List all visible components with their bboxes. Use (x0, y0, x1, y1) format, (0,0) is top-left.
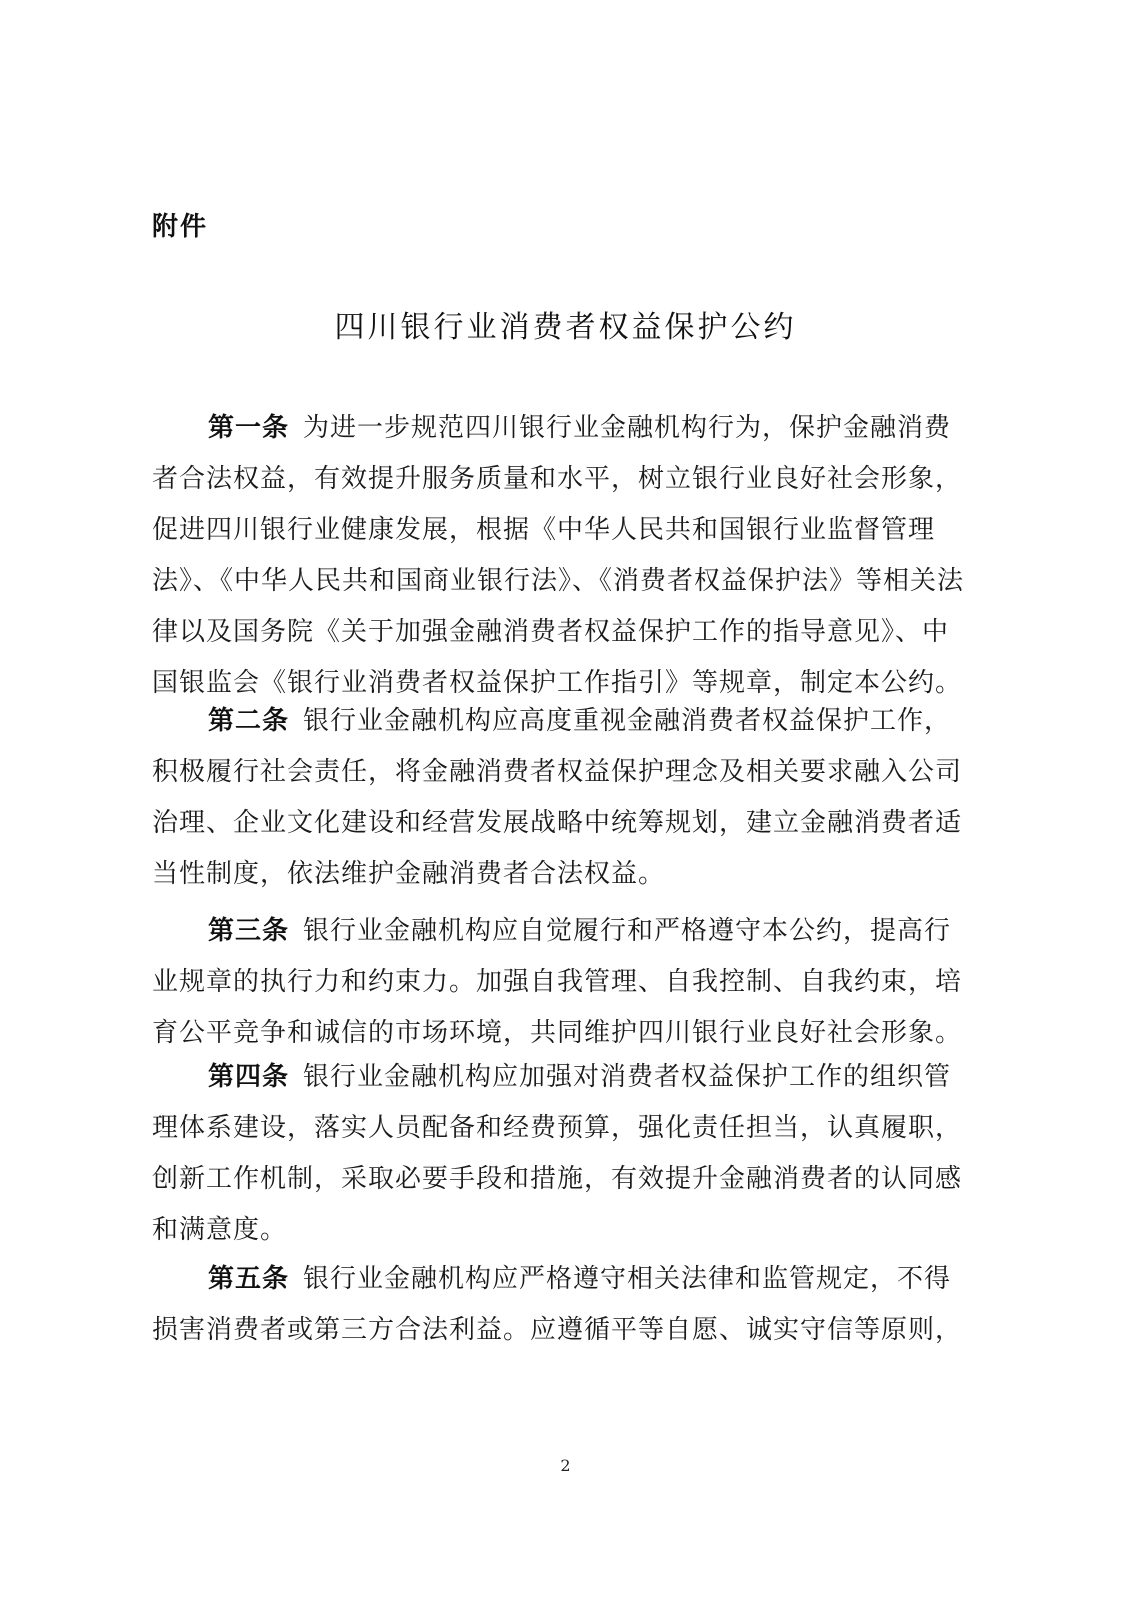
page-number: 2 (560, 1456, 571, 1475)
article-first-line (208, 413, 951, 443)
article-line: 当性制度，依法维护金融消费者合法权益。 (152, 859, 666, 889)
article-line: 创新工作机制，采取必要手段和措施，有效提升金融消费者的认同感 (152, 1164, 963, 1194)
article-first-line (208, 1264, 951, 1294)
article-heading: 第一条 (208, 413, 290, 443)
article-heading: 第四条 (208, 1062, 290, 1092)
article-heading: 第五条 (208, 1264, 290, 1294)
article-first-line (208, 916, 951, 946)
article-line: 理体系建设，落实人员配备和经费预算，强化责任担当，认真履职， (152, 1113, 963, 1143)
article-heading: 第二条 (208, 706, 290, 736)
article-text: 银行业金融机构应加强对消费者权益保护工作的组织管 (303, 1062, 952, 1092)
article-line: 者合法权益，有效提升服务质量和水平，树立银行业良好社会形象， (152, 464, 963, 494)
article-line: 业规章的执行力和约束力。加强自我管理、自我控制、自我约束，培 (152, 967, 963, 997)
article-line: 促进四川银行业健康发展，根据《中华人民共和国银行业监督管理 (152, 515, 936, 545)
article-line: 育公平竞争和诚信的市场环境，共同维护四川银行业良好社会形象。 (152, 1018, 963, 1048)
article-line: 损害消费者或第三方合法利益。应遵循平等自愿、诚实守信等原则， (152, 1315, 963, 1345)
article-text: 银行业金融机构应自觉履行和严格遵守本公约，提高行 (303, 916, 952, 946)
article-text: 银行业金融机构应严格遵守相关法律和监管规定，不得 (303, 1264, 952, 1294)
article-line: 治理、企业文化建设和经营发展战略中统筹规划，建立金融消费者适 (152, 808, 963, 838)
article-first-line (208, 706, 951, 736)
article-text: 为进一步规范四川银行业金融机构行为，保护金融消费 (303, 413, 952, 443)
article-heading: 第三条 (208, 916, 290, 946)
attachment-label: 附件 (152, 212, 209, 242)
article-line: 积极履行社会责任，将金融消费者权益保护理念及相关要求融入公司 (152, 757, 963, 787)
article-line: 国银监会《银行业消费者权益保护工作指引》等规章，制定本公约。 (152, 668, 963, 698)
article-line: 法》、《中华人民共和国商业银行法》、《消费者权益保护法》等相关法 (152, 566, 965, 596)
article-first-line (208, 1062, 951, 1092)
article-line: 和满意度。 (152, 1215, 288, 1245)
article-line: 律以及国务院《关于加强金融消费者权益保护工作的指导意见》、中 (152, 617, 950, 647)
document-title: 四川银行业消费者权益保护公约 (334, 310, 797, 345)
article-text: 银行业金融机构应高度重视金融消费者权益保护工作， (303, 706, 952, 736)
